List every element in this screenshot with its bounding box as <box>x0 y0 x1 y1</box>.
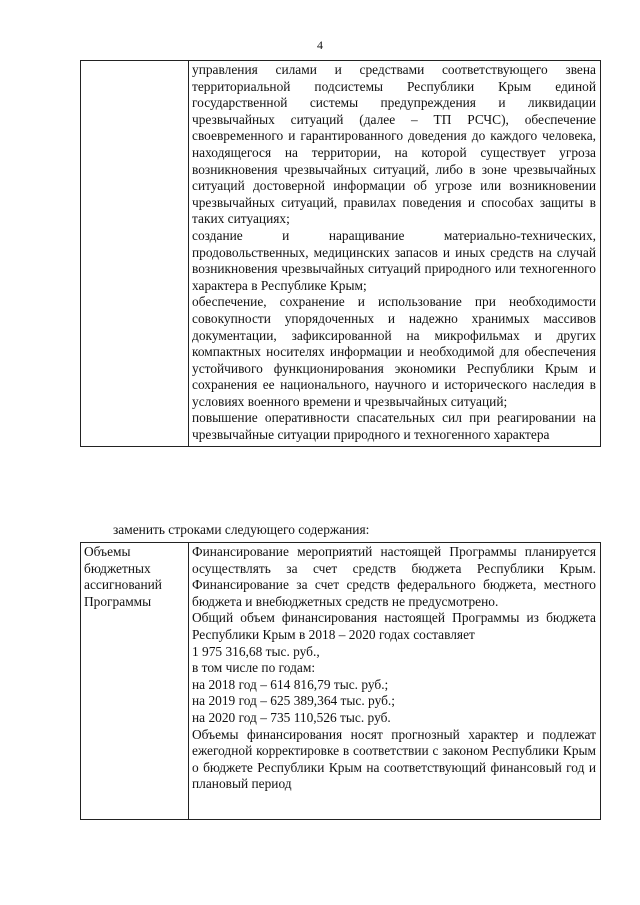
table-left-cell <box>81 61 189 447</box>
paragraph: управления силами и средствами соответствующего звена территориальной подсистемы Республики Крым единой государственной системы предупреждения и ликвидации чрезвычайных ситуаций (далее – ТП РСЧС), обеспечение своевременного и гарантированного доведения до каждого человека, находящегося на территории, на которой существует угроза возникновения чрезвычайных ситуаций, либо в зоне чрезвычайных ситуаций достоверной информации об угрозе или возникновении чрезвычайных ситуаций, правилах поведения и способах защиты в таких ситуациях; <box>192 62 596 227</box>
year-amount: на 2018 год – 614 816,79 тыс. руб.; <box>192 676 389 692</box>
budget-description-cell <box>189 543 601 820</box>
cell-bottom-space <box>192 793 596 817</box>
table-row <box>81 61 601 447</box>
replacement-intro: заменить строками следующего содержания: <box>113 522 370 537</box>
paragraph: повышение оперативности спасательных сил при реагировании на чрезвычайные ситуации природного и техногенного характера <box>192 410 596 443</box>
forecast-note-paragraph: Объемы финансирования носят прогнозный характер и подлежат ежегодной корректировке в соответствии с законом Республики Крым о бюджете Республики Крым на соответствующий финансовый год и плановый период <box>192 726 596 792</box>
budget-table <box>80 542 601 820</box>
page-number: 4 <box>317 38 323 52</box>
by-years-label: в том числе по годам: <box>192 660 316 676</box>
paragraph: обеспечение, сохранение и использование при необходимости совокупности упорядоченных и надежно хранимых массивов документации, зафиксированной на микрофильмах и других компактных носителях информации и необходимой для обеспечения устойчивого функционирования экономики Республики Крым и сохранения ее национального, научного и исторического наследия в условиях военного времени и чрезвычайных ситуаций; <box>192 294 596 409</box>
financing-source-paragraph: Финансирование мероприятий настоящей Программы планируется осуществлять за счет средств бюджета Республики Крым. Финансирование за счет средств федерального бюджета, местного бюджета и внебюджетных средств не предусмотрено. <box>192 544 596 609</box>
total-financing-paragraph: Общий объем финансирования настоящей Программы из бюджета Республики Крым в 2018 – 2020 годах составляет <box>192 610 596 642</box>
paragraph: создание и наращивание материально-технических, продовольственных, медицинских запасов и иных средств на случай возникновения чрезвычайных ситуаций природного или техногенного характера в Республике Крым; <box>192 227 596 293</box>
budget-section-title: Объемы бюджетных ассигнований Программы <box>81 543 189 820</box>
year-amount: на 2020 год – 735 110,526 тыс. руб. <box>192 709 391 725</box>
table-right-cell <box>189 61 601 447</box>
year-amount: на 2019 год – 625 389,364 тыс. руб.; <box>192 693 395 709</box>
table-row <box>81 543 601 820</box>
total-amount: 1 975 316,68 тыс. руб., <box>192 643 320 659</box>
program-goals-table <box>80 60 601 447</box>
